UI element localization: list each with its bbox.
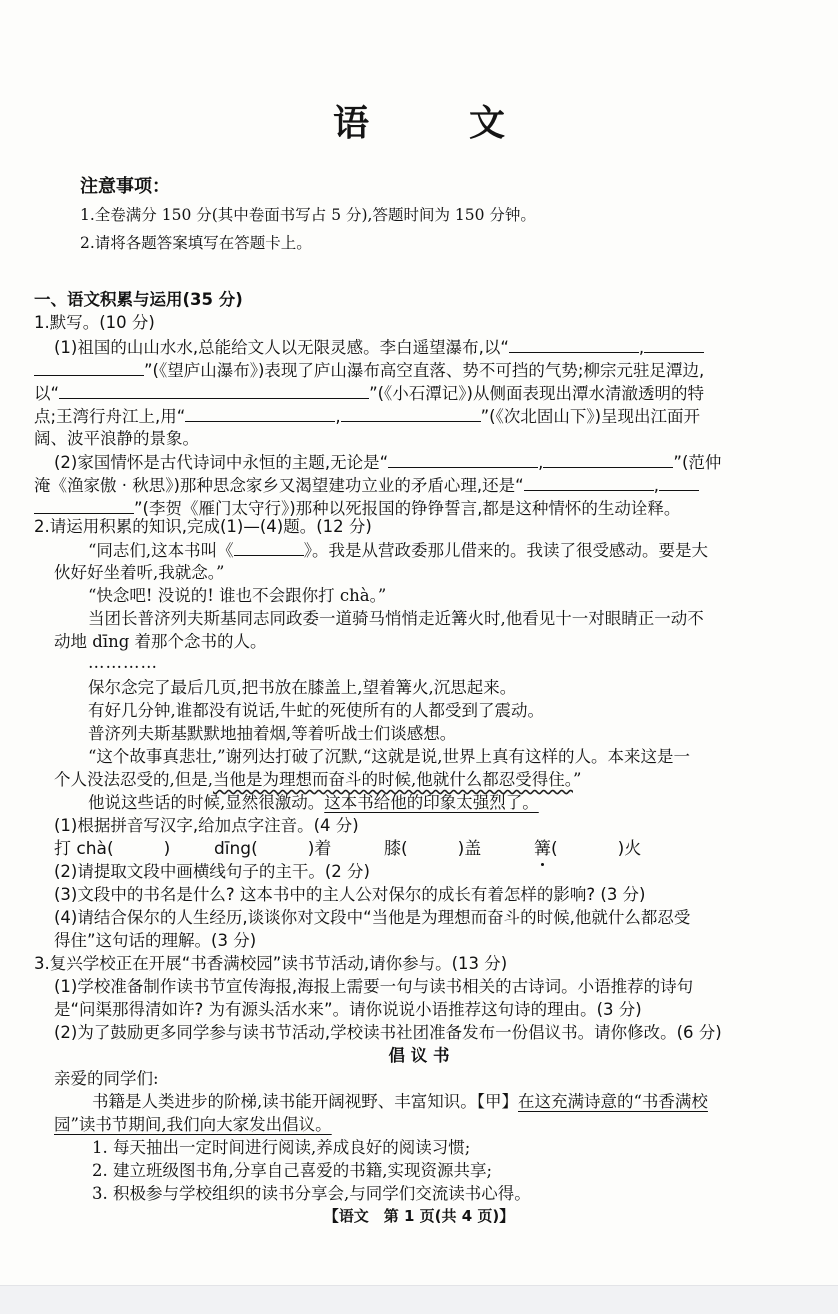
q3-sub-2: (2)为了鼓励更多同学参与读书节活动,学校读书社团准备发布一份倡议书。请你修改。(6 分): [54, 1023, 722, 1042]
q1-p1-line3: 以“ ”(《小石潭记》)从侧面表现出潭水清澈透明的特: [34, 384, 704, 403]
viewer-bottom-bar: [0, 1285, 838, 1314]
q2-pinyin-row: 打 chà( ) dīng( )着 膝( )盖 篝( )火: [54, 839, 642, 859]
q1-p1-line1: (1)祖国的山山水水,总能给文人以无限灵感。李白遥望瀑布,以“ ,: [54, 336, 704, 359]
q1-p1-line4: 点;王湾行舟江上,用“ , ”(《次北固山下》)呈现出江面开: [34, 407, 701, 426]
answer-blank[interactable]: [509, 336, 639, 353]
proposal-underlined-text: 在这充满诗意的“书香满校: [518, 1092, 708, 1111]
q2-text-line8: 普济列夫斯基默默地抽着烟,等着听战士们谈感想。: [88, 724, 457, 743]
q2-text-line6: 保尔念完了最后几页,把书放在膝盖上,望着篝火,沉思起来。: [88, 678, 517, 697]
answer-blank[interactable]: [644, 336, 704, 353]
wavy-underlined-sentence: 当他是为理想而奋斗的时候,他就什么都忍受得住。: [213, 770, 573, 789]
q2-text-line2: 伙好好坐着听,我就念。”: [54, 563, 225, 582]
q3-heading: 3.复兴学校正在开展“书香满校园”读书节活动,请你参与。(13 分): [34, 954, 508, 973]
page-footer: 【语文 第 1 页(共 4 页)】: [323, 1207, 515, 1225]
answer-blank[interactable]: [234, 539, 304, 556]
proposal-item-3: 3. 积极参与学校组织的读书分享会,与同学们交流读书心得。: [92, 1184, 531, 1203]
q2-heading: 2.请运用积累的知识,完成(1)—(4)题。(12 分): [34, 517, 372, 536]
q3-sub-1-line1: (1)学校准备制作读书节宣传海报,海报上需要一句与读书相关的古诗词。小语推荐的诗句: [54, 977, 694, 996]
q2-sub-1: (1)根据拼音写汉字,给加点字注音。(4 分): [54, 816, 359, 835]
q2-text-line9: “这个故事真悲壮,”谢列达打破了沉默,“这就是说,世界上真有这样的人。本来这是一: [88, 747, 691, 766]
q1-p1-line2: ”(《望庐山瀑布》)表现了庐山瀑布高空直落、势不可挡的气势;柳宗元驻足潭边,: [34, 359, 704, 382]
q2-text-line5: 动地 dīng 着那个念书的人。: [54, 632, 267, 651]
answer-blank[interactable]: [59, 382, 369, 399]
q2-sub-4-line2: 得住”这句话的理解。(3 分): [54, 931, 257, 950]
section-1-heading: 一、语文积累与运用(35 分): [34, 290, 243, 309]
q3-sub-1-line2: 是“问渠那得清如许? 为有源头活水来”。请你说说小语推荐这句诗的理由。(3 分): [54, 1000, 642, 1019]
answer-blank[interactable]: [34, 359, 144, 376]
answer-blank[interactable]: [341, 405, 481, 422]
q2-text-line11: 他说这些话的时候,显然很激动。这本书给他的印象太强烈了。: [88, 793, 539, 812]
underlined-sentence: 这本书给他的印象太强烈了。: [324, 793, 539, 812]
notice-heading: 注意事项：: [80, 176, 170, 197]
q2-text-line7: 有好几分钟,谁都没有说话,牛虻的死使所有的人都受到了震动。: [88, 701, 544, 720]
notice-item-1: 1.全卷满分 150 分(其中卷面书写占 5 分),答题时间为 150 分钟。: [80, 206, 536, 224]
q1-p1-line5: 阔、波平浪静的景象。: [34, 429, 199, 448]
q2-ellipsis: …………: [88, 653, 158, 672]
q2-text-line3: “快念吧! 没说的! 谁也不会跟你打 chà。”: [88, 586, 387, 605]
notice-item-2: 2.请将各题答案填写在答题卡上。: [80, 234, 312, 252]
q1-p2-line2: 淹《渔家傲 · 秋思》)那种思念家乡又渴望建功立业的矛盾心理,还是“ ,: [34, 474, 699, 497]
page-title: [0, 95, 838, 146]
title-char-1: 语: [332, 102, 369, 144]
q2-sub-3: (3)文段中的书名是什么? 这本书中的主人公对保尔的成长有着怎样的影响? (3 分): [54, 885, 646, 904]
answer-blank[interactable]: [388, 451, 538, 468]
q1-p2-line3: ”(李贺《雁门太守行》)那种以死报国的铮铮誓言,都是这种情怀的生动诠释。: [34, 497, 680, 520]
answer-blank[interactable]: [524, 474, 654, 491]
answer-blank[interactable]: [659, 474, 699, 491]
proposal-para-line2: 园”读书节期间,我们向大家发出倡议。: [54, 1115, 332, 1134]
q2-text-line10: 个人没法忍受的,但是,当他是为理想而奋斗的时候,他就什么都忍受得住。”: [54, 770, 582, 789]
proposal-item-1: 1. 每天抽出一定时间进行阅读,养成良好的阅读习惯;: [92, 1138, 471, 1157]
q2-text-line1: “同志们,这本书叫《 》。我是从营政委那儿借来的。我读了很受感动。要是大: [88, 541, 708, 560]
answer-blank[interactable]: [185, 405, 335, 422]
title-char-2: 文: [469, 102, 506, 144]
proposal-title: 倡 议 书: [388, 1046, 450, 1065]
proposal-item-2: 2. 建立班级图书角,分享自己喜爱的书籍,实现资源共享;: [92, 1161, 493, 1180]
q1-p2-line1: (2)家国情怀是古代诗词中永恒的主题,无论是“ , ”(范仲: [54, 453, 722, 472]
proposal-greeting: 亲爱的同学们:: [54, 1069, 159, 1088]
proposal-para-line1: 书籍是人类进步的阶梯,读书能开阔视野、丰富知识。【甲】在这充满诗意的“书香满校: [92, 1092, 708, 1111]
answer-blank[interactable]: [543, 451, 673, 468]
answer-blank[interactable]: [34, 497, 134, 514]
q2-sub-4-line1: (4)请结合保尔的人生经历,谈谈你对文段中“当他是为理想而奋斗的时候,他就什么都忍受: [54, 908, 691, 927]
q2-text-line4: 当团长普济列夫斯基同志同政委一道骑马悄悄走近篝火时,他看见十一对眼睛正一动不: [88, 609, 704, 628]
q2-sub-2: (2)请提取文段中画横线句子的主干。(2 分): [54, 862, 370, 881]
q1-heading: 1.默写。(10 分): [34, 313, 155, 332]
